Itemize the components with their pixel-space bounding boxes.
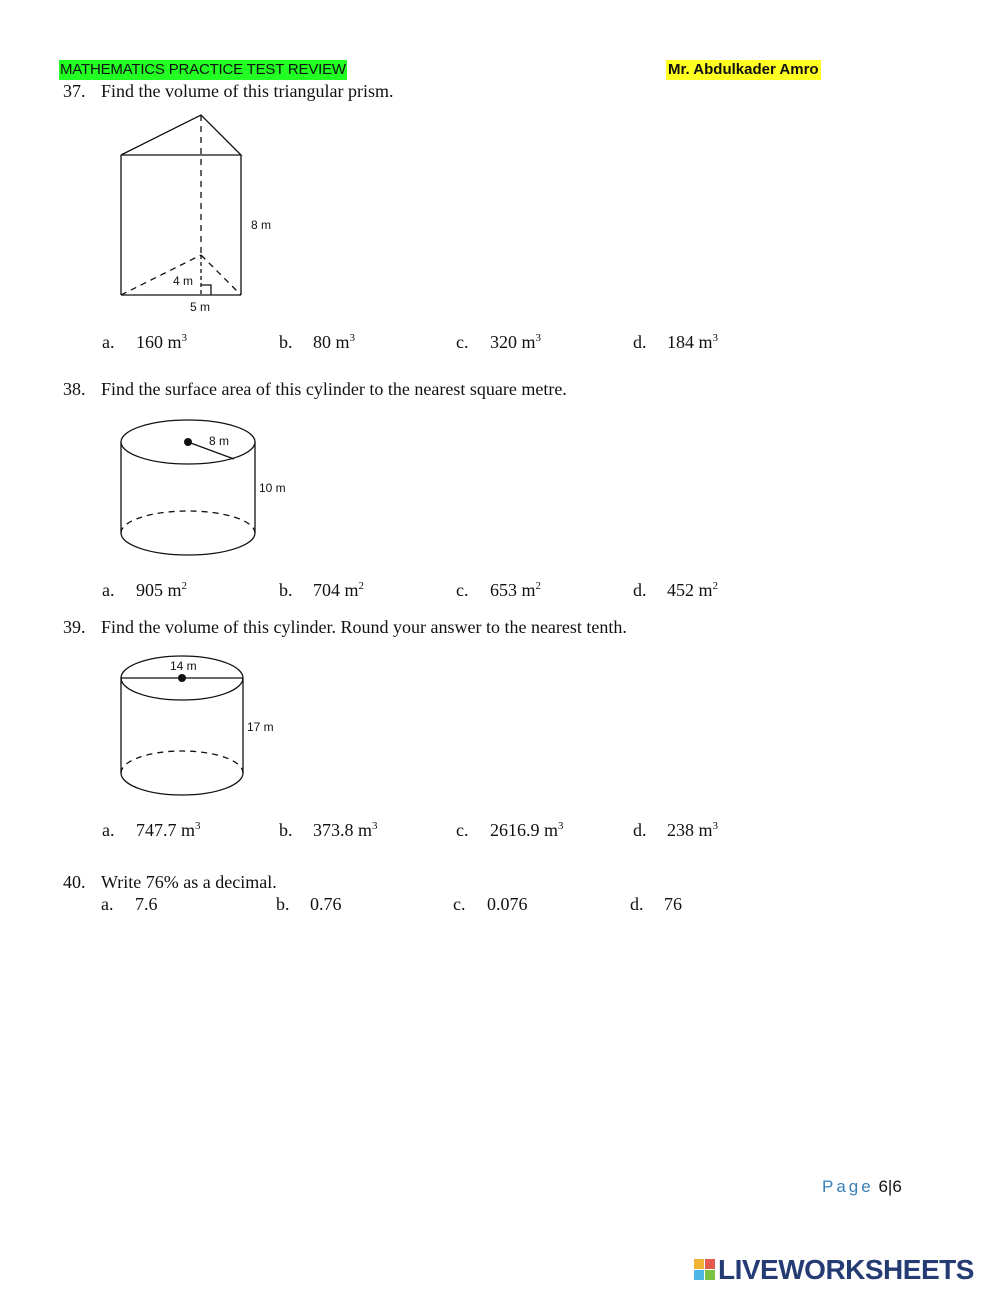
option-40-b[interactable]: b. 0.76 — [276, 894, 342, 914]
question-number: 38. — [63, 379, 86, 399]
question-text: Find the volume of this cylinder. Round your answer to the nearest tenth. — [101, 617, 627, 637]
label-diameter: 14 m — [170, 659, 197, 673]
logo-text: LIVEWORKSHEETS — [718, 1254, 974, 1285]
page-separator: | — [887, 1177, 893, 1196]
option-37-a[interactable]: a. 160 $m^3$ — [102, 332, 188, 352]
question-number: 40. — [63, 872, 86, 892]
option-39-b[interactable]: b. 373.8 $m^3$ — [279, 820, 378, 840]
question-39 — [63, 616, 627, 638]
option-38-a[interactable]: a. 905 $m^2$ — [102, 580, 188, 600]
logo-grid-icon — [694, 1259, 716, 1281]
option-37-b[interactable]: b. 80 $m^3$ — [279, 332, 356, 352]
page-total: 6 — [892, 1177, 902, 1196]
header-title: MATHEMATICS PRACTICE TEST REVIEW — [60, 61, 346, 78]
option-37-d[interactable]: d. 184 $m^3$ — [633, 332, 719, 352]
label-triangle-height: 4 m — [173, 274, 194, 288]
label-height: 8 m — [251, 218, 272, 232]
label-base: 5 m — [190, 300, 211, 314]
label-height: 17 m — [247, 720, 274, 734]
question-40 — [63, 871, 277, 893]
label-height: 10 m — [259, 481, 286, 495]
triangular-prism-figure — [110, 110, 310, 320]
question-text: Find the surface area of this cylinder to the nearest square metre. — [101, 379, 567, 399]
option-39-d[interactable]: d. 238 $m^3$ — [633, 820, 719, 840]
question-38 — [63, 378, 567, 400]
option-39-c[interactable]: c. 2616.9 $m^3$ — [456, 820, 564, 840]
question-37 — [63, 80, 393, 102]
question-text: Write 76% as a decimal. — [101, 872, 277, 892]
option-38-c[interactable]: c. 653 $m^2$ — [456, 580, 542, 600]
page-word: Page — [822, 1177, 874, 1196]
question-text: Find the volume of this triangular prism. — [101, 81, 394, 101]
option-39-a[interactable]: a. 747.7 $m^3$ — [102, 820, 201, 840]
question-number: 37. — [63, 81, 86, 101]
option-40-a[interactable]: a. 7.6 — [101, 894, 158, 914]
label-radius: 8 m — [209, 434, 230, 448]
option-40-d[interactable]: d. 76 — [630, 894, 682, 914]
option-37-c[interactable]: c. 320 $m^3$ — [456, 332, 542, 352]
page-number — [822, 1177, 902, 1197]
header-author: Mr. Abdulkader Amro — [668, 61, 819, 78]
cylinder-figure-38 — [110, 415, 310, 565]
option-38-d[interactable]: d. 452 $m^2$ — [633, 580, 719, 600]
page-current: 6 — [878, 1177, 888, 1196]
option-38-b[interactable]: b. 704 $m^2$ — [279, 580, 365, 600]
cylinder-figure-39 — [110, 650, 310, 810]
question-number: 39. — [63, 617, 86, 637]
option-40-c[interactable]: c. 0.076 — [453, 894, 528, 914]
